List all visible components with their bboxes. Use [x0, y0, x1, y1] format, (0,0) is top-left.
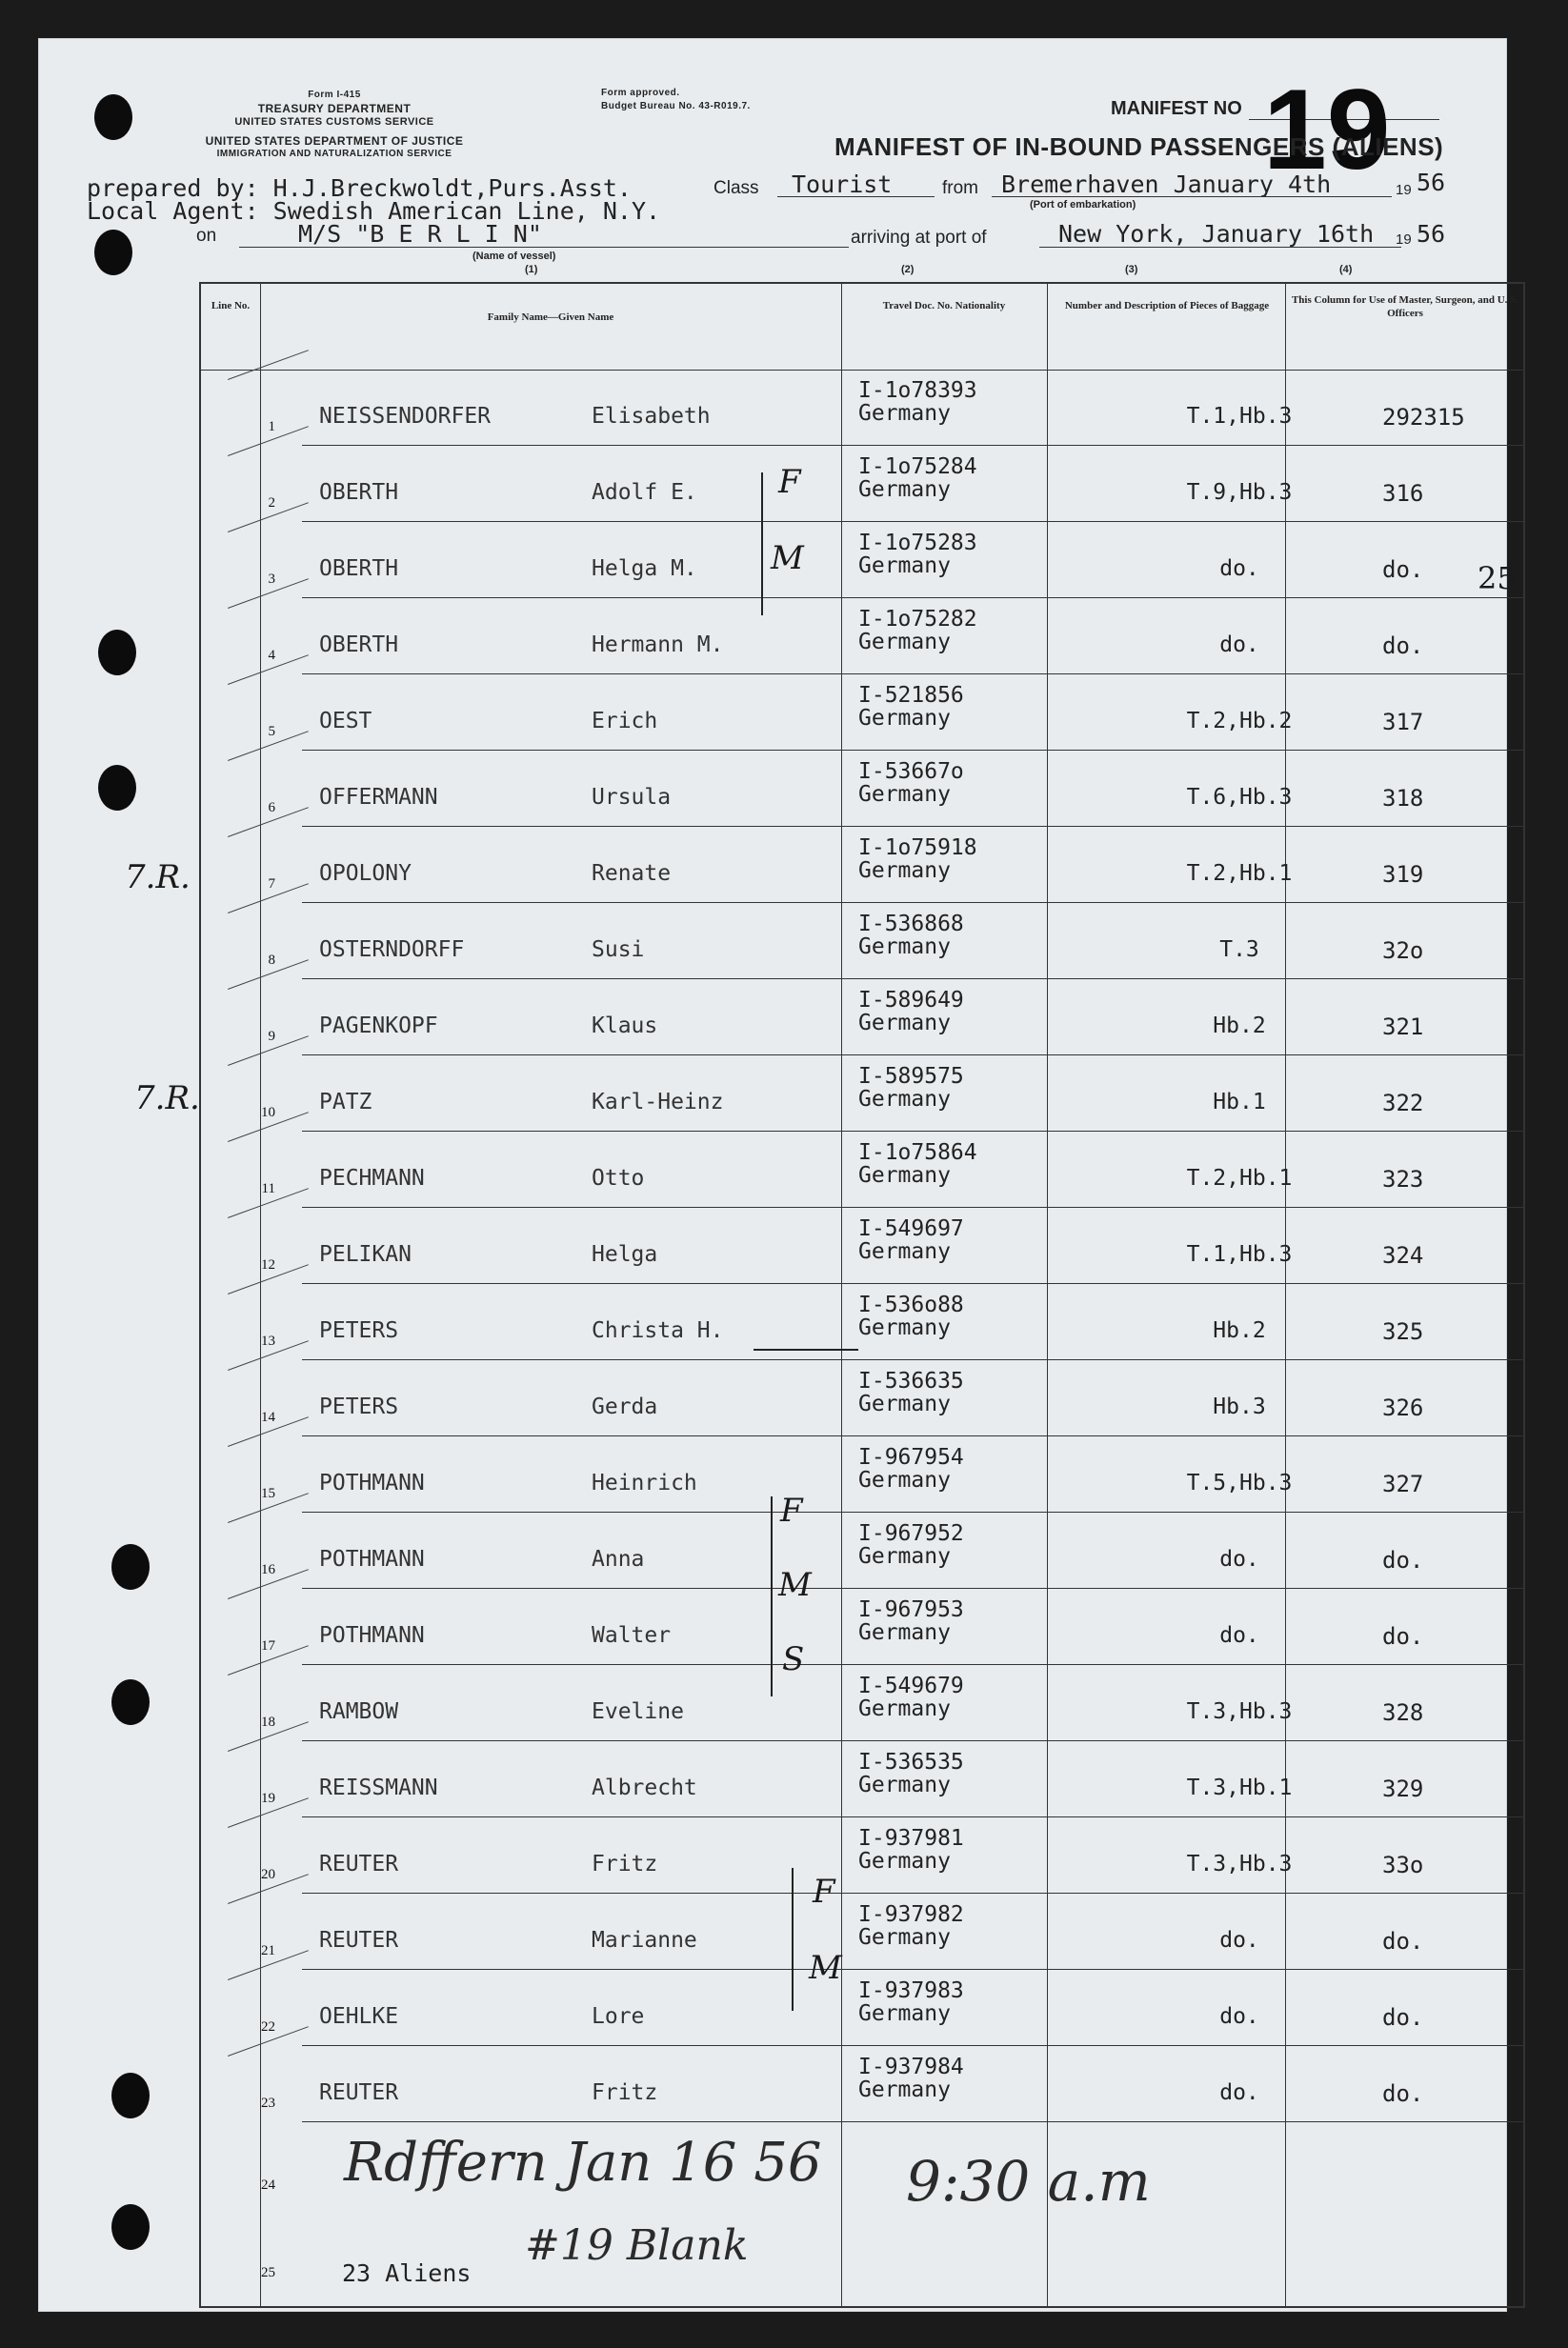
line-number: 14: [261, 1410, 275, 1425]
travel-doc-number: I-1o75282: [858, 607, 977, 632]
family-name: REUTER: [319, 1928, 399, 1953]
punch-hole: [94, 94, 132, 140]
table-row: [201, 903, 1523, 979]
nationality: Germany: [858, 630, 951, 654]
relation-mark: F: [778, 463, 801, 501]
given-name: Albrecht: [592, 1776, 697, 1800]
baggage: T.9,Hb.3: [1186, 480, 1293, 505]
annotation-number: 25: [1478, 560, 1517, 596]
baggage: T.3: [1219, 937, 1259, 962]
baggage: do.: [1219, 1547, 1259, 1572]
officer-entry: 319: [1382, 861, 1424, 888]
family-name: PAGENKOPF: [319, 1013, 438, 1038]
officer-entry: do.: [1382, 556, 1424, 583]
manifest-number: 19: [1263, 66, 1391, 193]
manifest-sheet: [38, 38, 1519, 2312]
nationality: Germany: [858, 858, 951, 883]
given-name: Eveline: [592, 1699, 684, 1724]
family-name: PATZ: [319, 1090, 372, 1114]
bracket-line: [792, 1868, 794, 2011]
baggage: T.1,Hb.3: [1186, 1242, 1293, 1267]
prepared-by: prepared by: H.J.Breckwoldt,Purs.Asst.: [87, 174, 632, 202]
given-name: Anna: [592, 1547, 645, 1572]
line-number: 1: [268, 419, 275, 434]
baggage: Hb.3: [1213, 1395, 1266, 1419]
table-row: [201, 2046, 1523, 2122]
line-number: 10: [261, 1105, 275, 1120]
table-row: [201, 1208, 1523, 1284]
nationality: Germany: [858, 1315, 951, 1340]
travel-doc-number: I-967954: [858, 1445, 964, 1470]
baggage: do.: [1219, 632, 1259, 657]
line-number: 25: [261, 2265, 275, 2280]
officer-entry: 329: [1382, 1776, 1424, 1802]
vessel-name: M/S "B E R L I N": [298, 220, 542, 248]
relation-mark: M: [778, 1566, 812, 1604]
family-name: OEHLKE: [319, 2004, 399, 2029]
nationality: Germany: [858, 1849, 951, 1874]
line-number: 16: [261, 1562, 275, 1577]
line-number: 22: [261, 2019, 275, 2035]
given-name: Erich: [592, 709, 658, 733]
line-number: 17: [261, 1638, 275, 1654]
travel-doc-cell: [858, 1675, 964, 1720]
baggage: T.1,Hb.3: [1186, 404, 1293, 429]
handwritten-time: 9:30 a.m: [906, 2149, 1151, 2214]
officer-entry: 326: [1382, 1395, 1424, 1421]
col-header-baggage: Number and Description of Pieces of Baggage: [1064, 300, 1270, 311]
table-row: [201, 370, 1523, 446]
baggage: T.3,Hb.3: [1186, 1852, 1293, 1876]
table-row: [201, 1817, 1523, 1894]
line-number: 9: [268, 1029, 275, 1044]
col-header-travel-doc: Travel Doc. No. Nationality: [882, 300, 1006, 311]
justice-label: UNITED STATES DEPARTMENT OF JUSTICE: [205, 134, 464, 148]
table-row: [201, 522, 1523, 598]
nationality: Germany: [858, 1163, 951, 1188]
nationality: Germany: [858, 1087, 951, 1112]
given-name: Fritz: [592, 1852, 658, 1876]
col-header-line-no: Line No.: [211, 300, 251, 311]
nationality: Germany: [858, 1696, 951, 1721]
officer-entry: do.: [1382, 2004, 1424, 2031]
nationality: Germany: [858, 1239, 951, 1264]
given-name: Otto: [592, 1166, 645, 1191]
officer-entry: 292315: [1382, 404, 1465, 431]
table-row: [201, 1436, 1523, 1513]
travel-doc-cell: [858, 1827, 964, 1873]
ins-label: IMMIGRATION AND NATURALIZATION SERVICE: [216, 149, 452, 159]
margin-note: 7.R.: [134, 1079, 200, 1117]
nationality: Germany: [858, 706, 951, 731]
form-number: Form I-415: [308, 90, 361, 100]
col-num-3: (3): [1125, 264, 1138, 275]
line-number: 2: [268, 495, 275, 511]
given-name: Lore: [592, 2004, 645, 2029]
table-row: [201, 446, 1523, 522]
family-name: OEST: [319, 709, 372, 733]
travel-doc-number: I-937984: [858, 2055, 964, 2079]
officer-entry: 33o: [1382, 1852, 1424, 1878]
punch-hole: [111, 1679, 150, 1725]
line-number: 15: [261, 1486, 275, 1501]
family-name: POTHMANN: [319, 1623, 425, 1648]
local-agent: Local Agent: Swedish American Line, N.Y.: [87, 197, 661, 225]
given-name: Elisabeth: [592, 404, 711, 429]
travel-doc-cell: [858, 913, 964, 958]
nationality: Germany: [858, 934, 951, 959]
from-value: Bremerhaven January 4th: [1001, 171, 1332, 198]
family-name: OBERTH: [319, 632, 399, 657]
line-number: 5: [268, 724, 275, 739]
travel-doc-cell: [858, 379, 977, 425]
baggage: T.3,Hb.1: [1186, 1776, 1293, 1800]
officer-entry: 328: [1382, 1699, 1424, 1726]
travel-doc-number: I-1o75283: [858, 531, 977, 555]
baggage: Hb.1: [1213, 1090, 1266, 1114]
family-name: NEISSENDORFER: [319, 404, 492, 429]
travel-doc-cell: [858, 1446, 964, 1492]
travel-doc-number: I-536o88: [858, 1293, 964, 1317]
line-number: 11: [261, 1181, 275, 1196]
nationality: Germany: [858, 1544, 951, 1569]
col-header-name: Family Name—Given Name: [487, 311, 614, 323]
family-name: REUTER: [319, 1852, 399, 1876]
travel-doc-cell: [858, 1751, 964, 1796]
given-name: Helga: [592, 1242, 658, 1267]
nationality: Germany: [858, 401, 951, 426]
handwritten-note: #19 Blank: [525, 2221, 749, 2270]
family-name: PECHMANN: [319, 1166, 425, 1191]
table-top-line: [201, 282, 1523, 284]
nationality: Germany: [858, 1011, 951, 1035]
approved-label: Form approved.: [601, 88, 680, 98]
baggage: T.2,Hb.1: [1186, 1166, 1293, 1191]
line-number: 23: [261, 2096, 275, 2111]
vessel-caption: (Name of vessel): [472, 251, 556, 262]
nationality: Germany: [858, 782, 951, 807]
year-value: 56: [1417, 169, 1446, 196]
class-line: [777, 196, 935, 197]
baggage: T.3,Hb.3: [1186, 1699, 1293, 1724]
baggage: T.6,Hb.3: [1186, 785, 1293, 810]
family-name: REISSMANN: [319, 1776, 438, 1800]
family-name: PETERS: [319, 1395, 399, 1419]
travel-doc-cell: [858, 1141, 977, 1187]
travel-doc-number: I-937983: [858, 1978, 964, 2003]
table-row: [201, 1055, 1523, 1132]
travel-doc-number: I-589575: [858, 1064, 964, 1089]
table-row: [201, 598, 1523, 674]
vessel-line: [239, 247, 849, 248]
relation-mark: F: [813, 1873, 835, 1911]
travel-doc-number: I-1o75864: [858, 1140, 977, 1165]
family-name: OFFERMANN: [319, 785, 438, 810]
family-name: OBERTH: [319, 480, 399, 505]
punch-hole: [111, 2204, 150, 2250]
given-name: Heinrich: [592, 1471, 697, 1495]
table-row: [201, 1589, 1523, 1665]
travel-doc-number: I-521856: [858, 683, 964, 708]
line-number: 21: [261, 1943, 275, 1958]
manifest-title: MANIFEST OF IN-BOUND PASSENGERS (ALIENS): [834, 132, 1444, 161]
aliens-total: 23 Aliens: [342, 2259, 472, 2287]
given-name: Ursula: [592, 785, 672, 810]
travel-doc-number: I-536868: [858, 912, 964, 936]
baggage: do.: [1219, 2080, 1259, 2105]
travel-doc-cell: [858, 1294, 964, 1339]
baggage: T.2,Hb.2: [1186, 709, 1293, 733]
relation-mark: M: [809, 1949, 842, 1987]
table-row: [201, 979, 1523, 1055]
travel-doc-number: I-967953: [858, 1597, 964, 1622]
travel-doc-number: I-53667o: [858, 759, 964, 784]
from-line: [992, 196, 1392, 197]
given-name: Fritz: [592, 2080, 658, 2105]
bracket-line: [754, 1349, 858, 1351]
baggage: do.: [1219, 556, 1259, 581]
punch-hole: [98, 630, 136, 675]
travel-doc-number: I-1o75284: [858, 454, 977, 479]
travel-doc-cell: [858, 989, 964, 1034]
table-row: [201, 1665, 1523, 1741]
given-name: Susi: [592, 937, 645, 962]
baggage: T.5,Hb.3: [1186, 1471, 1293, 1495]
family-name: POTHMANN: [319, 1471, 425, 1495]
travel-doc-cell: [858, 684, 964, 730]
passenger-table: [199, 282, 1525, 2308]
officer-entry: 325: [1382, 1318, 1424, 1345]
line-number: 8: [268, 953, 275, 968]
given-name: Renate: [592, 861, 672, 886]
footer-row-25: [201, 2218, 1523, 2294]
arriving-label: arriving at port of: [851, 228, 987, 248]
officer-entry: 324: [1382, 1242, 1424, 1269]
arriving-line: [1039, 247, 1401, 248]
family-name: REUTER: [319, 2080, 399, 2105]
handwritten-date: Rdffern Jan 16 56: [344, 2132, 822, 2194]
embark-caption: (Port of embarkation): [1030, 199, 1136, 211]
line-number: 4: [268, 648, 275, 663]
family-name: OBERTH: [319, 556, 399, 581]
table-row: [201, 827, 1523, 903]
officer-entry: 322: [1382, 1090, 1424, 1116]
baggage: do.: [1219, 1928, 1259, 1953]
travel-doc-cell: [858, 608, 977, 653]
officer-entry: 317: [1382, 709, 1424, 735]
line-number: 13: [261, 1334, 275, 1349]
officer-entry: 321: [1382, 1013, 1424, 1040]
class-value: Tourist: [792, 171, 893, 198]
given-name: Klaus: [592, 1013, 658, 1038]
punch-hole: [98, 765, 136, 811]
travel-doc-cell: [858, 1979, 964, 2025]
travel-doc-cell: [858, 1370, 964, 1415]
officer-entry: do.: [1382, 1928, 1424, 1955]
agency-header: [182, 89, 487, 161]
from-label: from: [942, 178, 978, 198]
arriving-year: 56: [1417, 220, 1446, 248]
manifest-no-label: MANIFEST NO: [1111, 98, 1242, 119]
travel-doc-cell: [858, 1065, 964, 1111]
nationality: Germany: [858, 1392, 951, 1416]
baggage: T.2,Hb.1: [1186, 861, 1293, 886]
baggage: do.: [1219, 2004, 1259, 2029]
line-number: 7: [268, 876, 275, 892]
line-number: 18: [261, 1715, 275, 1730]
treasury-label: TREASURY DEPARTMENT: [257, 102, 412, 115]
nationality: Germany: [858, 1925, 951, 1950]
officer-entry: do.: [1382, 1547, 1424, 1574]
approval-note: [601, 87, 830, 113]
travel-doc-cell: [858, 836, 977, 882]
punch-hole: [111, 2073, 150, 2118]
col-header-officers: This Column for Use of Master, Surgeon, and U. S. Officers: [1291, 294, 1519, 319]
baggage: Hb.2: [1213, 1013, 1266, 1038]
col-num-4: (4): [1339, 264, 1353, 275]
arriving-year-prefix: 19: [1396, 231, 1412, 248]
check-mark: [228, 350, 309, 380]
officer-entry: 316: [1382, 480, 1424, 507]
given-name: Gerda: [592, 1395, 658, 1419]
given-name: Karl-Heinz: [592, 1090, 724, 1114]
table-row: [201, 674, 1523, 751]
given-name: Adolf E.: [592, 480, 697, 505]
travel-doc-number: I-536535: [858, 1750, 964, 1775]
relation-mark: F: [780, 1492, 803, 1530]
baggage: Hb.2: [1213, 1318, 1266, 1343]
nationality: Germany: [858, 477, 951, 502]
bracket-line: [771, 1496, 773, 1696]
family-name: PETERS: [319, 1318, 399, 1343]
table-row: [201, 1132, 1523, 1208]
officer-entry: 318: [1382, 785, 1424, 812]
line-number: 6: [268, 800, 275, 815]
vessel-on-label: on: [196, 226, 217, 246]
customs-label: UNITED STATES CUSTOMS SERVICE: [234, 116, 434, 128]
family-name: PELIKAN: [319, 1242, 412, 1267]
line-number: 3: [268, 572, 275, 587]
nationality: Germany: [858, 2077, 951, 2102]
family-name: OSTERNDORFF: [319, 937, 465, 962]
relation-mark: M: [771, 539, 804, 577]
officer-entry: 323: [1382, 1166, 1424, 1193]
budget-label: Budget Bureau No. 43-R019.7.: [601, 101, 751, 111]
table-row: [201, 751, 1523, 827]
travel-doc-cell: [858, 1903, 964, 1949]
travel-doc-number: I-1o78393: [858, 378, 977, 403]
travel-doc-number: I-589649: [858, 988, 964, 1013]
given-name: Helga M.: [592, 556, 697, 581]
margin-note: 7.R.: [125, 858, 191, 896]
footer-row-24: [201, 2122, 1523, 2218]
given-name: Christa H.: [592, 1318, 724, 1343]
punch-hole: [111, 1544, 150, 1590]
officer-entry: do.: [1382, 2080, 1424, 2107]
travel-doc-number: I-549679: [858, 1674, 964, 1698]
travel-doc-cell: [858, 532, 977, 577]
travel-doc-cell: [858, 455, 977, 501]
given-name: Marianne: [592, 1928, 697, 1953]
table-row: [201, 1970, 1523, 2046]
officer-entry: 327: [1382, 1471, 1424, 1497]
officer-entry: 32o: [1382, 937, 1424, 964]
table-row: [201, 1513, 1523, 1589]
arriving-value: New York, January 16th: [1058, 220, 1375, 248]
travel-doc-number: I-937982: [858, 1902, 964, 1927]
table-row: [201, 1894, 1523, 1970]
baggage: do.: [1219, 1623, 1259, 1648]
bracket-line: [761, 472, 763, 615]
travel-doc-number: I-967952: [858, 1521, 964, 1546]
given-name: Walter: [592, 1623, 672, 1648]
travel-doc-number: I-937981: [858, 1826, 964, 1851]
travel-doc-cell: [858, 1598, 964, 1644]
nationality: Germany: [858, 553, 951, 578]
travel-doc-cell: [858, 2056, 964, 2101]
punch-hole: [94, 230, 132, 275]
line-number: 24: [261, 2177, 275, 2193]
travel-doc-number: I-1o75918: [858, 835, 977, 860]
table-row: [201, 1284, 1523, 1360]
relation-mark: S: [782, 1640, 805, 1678]
nationality: Germany: [858, 2001, 951, 2026]
table-row: [201, 1741, 1523, 1817]
table-row: [201, 1360, 1523, 1436]
nationality: Germany: [858, 1468, 951, 1493]
travel-doc-number: I-536635: [858, 1369, 964, 1394]
line-number: 12: [261, 1257, 275, 1273]
col-num-1: (1): [525, 264, 538, 275]
line-number: 20: [261, 1867, 275, 1882]
family-name: RAMBOW: [319, 1699, 399, 1724]
travel-doc-cell: [858, 1217, 964, 1263]
travel-doc-cell: [858, 1522, 964, 1568]
line-number: 19: [261, 1791, 275, 1806]
given-name: Hermann M.: [592, 632, 724, 657]
travel-doc-number: I-549697: [858, 1216, 964, 1241]
officer-entry: do.: [1382, 1623, 1424, 1650]
class-label: Class: [714, 178, 759, 198]
family-name: OPOLONY: [319, 861, 412, 886]
travel-doc-cell: [858, 760, 964, 806]
officer-entry: do.: [1382, 632, 1424, 659]
col-num-2: (2): [901, 264, 915, 275]
family-name: POTHMANN: [319, 1547, 425, 1572]
nationality: Germany: [858, 1620, 951, 1645]
nationality: Germany: [858, 1773, 951, 1797]
year-prefix: 19: [1396, 182, 1412, 198]
